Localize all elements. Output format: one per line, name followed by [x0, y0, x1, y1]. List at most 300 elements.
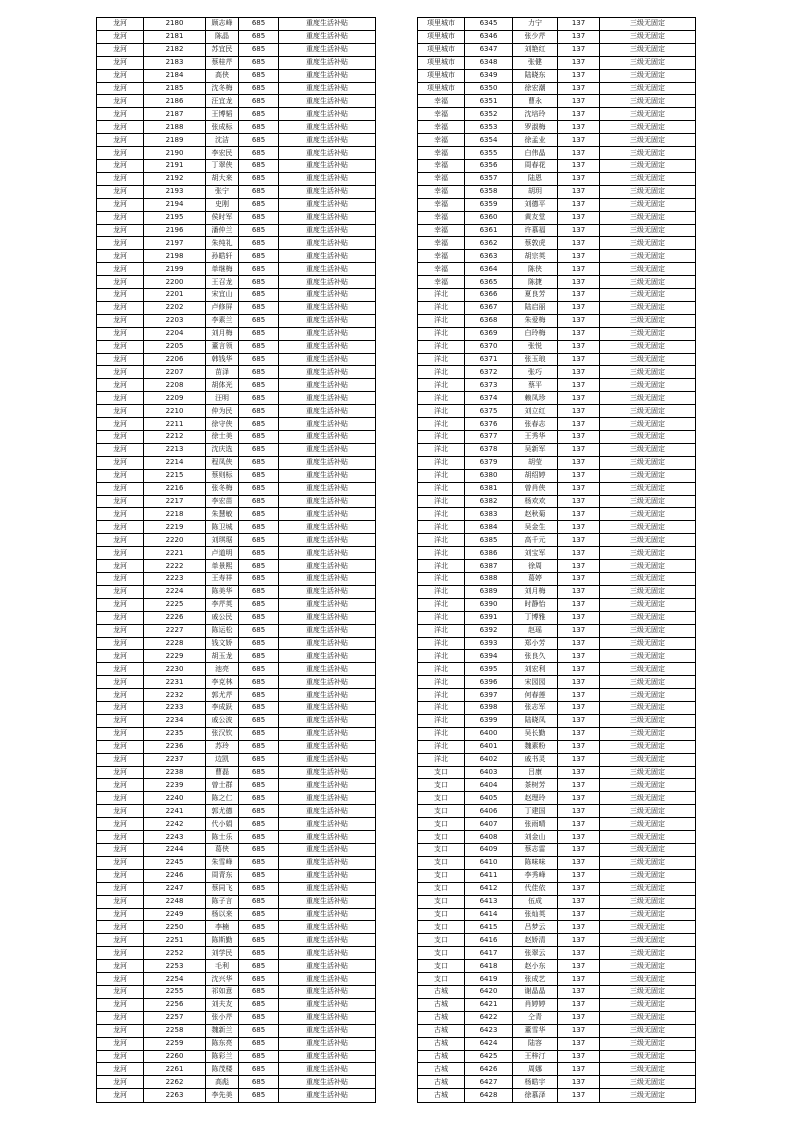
table-cell: 龙河	[97, 985, 144, 998]
table-cell: 重度生活补贴	[279, 1063, 376, 1076]
table-cell: 137	[558, 934, 600, 947]
table-row	[97, 637, 376, 650]
table-cell: 刘宝军	[513, 547, 558, 560]
table-cell: 137	[558, 431, 600, 444]
table-cell: 龙河	[97, 753, 144, 766]
table-cell: 徐慕泽	[513, 1089, 558, 1103]
table-row	[418, 1037, 696, 1050]
table-row	[97, 43, 376, 56]
table-row	[97, 856, 376, 869]
table-cell: 6398	[465, 702, 513, 715]
table-cell: 2254	[144, 973, 206, 986]
table-row	[97, 727, 376, 740]
table-cell: 重度生活补贴	[279, 844, 376, 857]
table-row	[97, 379, 376, 392]
table-cell: 三级无固定	[600, 624, 696, 637]
table-row	[97, 301, 376, 314]
table-cell: 龙河	[97, 469, 144, 482]
table-cell: 伍成	[513, 895, 558, 908]
table-row	[418, 30, 696, 43]
table-cell: 2243	[144, 831, 206, 844]
table-cell: 三级无固定	[600, 392, 696, 405]
table-cell: 2184	[144, 69, 206, 82]
table-cell: 三级无固定	[600, 663, 696, 676]
table-row	[418, 985, 696, 998]
table-cell: 三级无固定	[600, 534, 696, 547]
table-row	[418, 301, 696, 314]
table-cell: 2198	[144, 250, 206, 263]
table-cell: 张志军	[513, 702, 558, 715]
table-cell: 重度生活补贴	[279, 211, 376, 224]
table-cell: 6349	[465, 69, 513, 82]
table-cell: 137	[558, 869, 600, 882]
table-cell: 685	[239, 56, 279, 69]
table-cell: 重度生活补贴	[279, 82, 376, 95]
table-cell: 张成标	[206, 121, 239, 134]
table-cell: 龙河	[97, 882, 144, 895]
table-cell: 685	[239, 482, 279, 495]
table-cell: 洋北	[418, 663, 465, 676]
table-cell: 685	[239, 818, 279, 831]
table-row	[97, 714, 376, 727]
table-cell: 137	[558, 572, 600, 585]
table-cell: 三级无固定	[600, 1050, 696, 1063]
table-cell: 曾士群	[206, 779, 239, 792]
table-cell: 三级无固定	[600, 314, 696, 327]
table-cell: 重度生活补贴	[279, 30, 376, 43]
table-cell: 6388	[465, 572, 513, 585]
table-cell: 6356	[465, 159, 513, 172]
table-cell: 赵瑶	[513, 624, 558, 637]
table-row	[97, 392, 376, 405]
table-cell: 支口	[418, 882, 465, 895]
table-row	[97, 895, 376, 908]
table-cell: 三级无固定	[600, 185, 696, 198]
table-cell: 三级无固定	[600, 159, 696, 172]
table-cell: 洋北	[418, 598, 465, 611]
table-cell: 白伟晶	[513, 147, 558, 160]
table-cell: 6405	[465, 792, 513, 805]
table-cell: 龙河	[97, 224, 144, 237]
table-row	[418, 637, 696, 650]
table-cell: 2218	[144, 508, 206, 521]
table-cell: 2260	[144, 1050, 206, 1063]
table-cell: 137	[558, 121, 600, 134]
table-cell: 重度生活补贴	[279, 805, 376, 818]
table-cell: 龙河	[97, 572, 144, 585]
table-cell: 池亮	[206, 663, 239, 676]
table-row	[418, 1050, 696, 1063]
table-cell: 龙河	[97, 714, 144, 727]
table-cell: 137	[558, 482, 600, 495]
table-cell: 6372	[465, 366, 513, 379]
table-row	[418, 276, 696, 289]
table-cell: 卢道明	[206, 547, 239, 560]
table-cell: 重度生活补贴	[279, 753, 376, 766]
table-cell: 2215	[144, 469, 206, 482]
table-cell: 三级无固定	[600, 289, 696, 302]
table-cell: 137	[558, 379, 600, 392]
table-row	[418, 1089, 696, 1103]
table-cell: 重度生活补贴	[279, 702, 376, 715]
table-row	[418, 547, 696, 560]
table-cell: 徐士美	[206, 431, 239, 444]
table-cell: 三级无固定	[600, 585, 696, 598]
table-cell: 蔡敦虎	[513, 237, 558, 250]
table-row	[418, 314, 696, 327]
table-cell: 685	[239, 95, 279, 108]
table-cell: 毛利	[206, 960, 239, 973]
table-cell: 三级无固定	[600, 985, 696, 998]
table-row	[418, 198, 696, 211]
table-row	[418, 95, 696, 108]
table-cell: 685	[239, 869, 279, 882]
table-cell: 古城	[418, 1050, 465, 1063]
table-cell: 赵秋菊	[513, 508, 558, 521]
table-cell: 幸福	[418, 159, 465, 172]
table-cell: 龙河	[97, 327, 144, 340]
table-cell: 三级无固定	[600, 650, 696, 663]
table-row	[97, 521, 376, 534]
table-cell: 三级无固定	[600, 831, 696, 844]
table-cell: 张健	[513, 56, 558, 69]
table-cell: 李芹英	[206, 598, 239, 611]
table-row	[418, 211, 696, 224]
table-cell: 685	[239, 392, 279, 405]
table-cell: 重度生活补贴	[279, 301, 376, 314]
table-cell: 2233	[144, 702, 206, 715]
table-cell: 重度生活补贴	[279, 456, 376, 469]
table-cell: 葛侠	[206, 844, 239, 857]
table-cell: 137	[558, 895, 600, 908]
table-cell: 6397	[465, 689, 513, 702]
table-cell: 6423	[465, 1024, 513, 1037]
table-cell: 程凤侠	[206, 456, 239, 469]
table-row	[97, 676, 376, 689]
table-cell: 685	[239, 856, 279, 869]
table-cell: 685	[239, 250, 279, 263]
table-cell: 赵理玲	[513, 792, 558, 805]
table-cell: 2237	[144, 753, 206, 766]
table-cell: 重度生活补贴	[279, 921, 376, 934]
table-cell: 洋北	[418, 327, 465, 340]
table-cell: 三级无固定	[600, 495, 696, 508]
table-cell: 685	[239, 689, 279, 702]
table-cell: 6379	[465, 456, 513, 469]
table-cell: 葛婷	[513, 572, 558, 585]
table-cell: 137	[558, 159, 600, 172]
table-cell: 支口	[418, 818, 465, 831]
table-cell: 洋北	[418, 624, 465, 637]
table-cell: 6401	[465, 740, 513, 753]
table-cell: 2249	[144, 908, 206, 921]
table-cell: 三级无固定	[600, 482, 696, 495]
table-cell: 6414	[465, 908, 513, 921]
table-cell: 龙河	[97, 521, 144, 534]
table-cell: 137	[558, 1037, 600, 1050]
table-cell: 6385	[465, 534, 513, 547]
table-cell: 重度生活补贴	[279, 560, 376, 573]
table-cell: 洋北	[418, 560, 465, 573]
table-cell: 龙河	[97, 237, 144, 250]
table-cell: 幸福	[418, 121, 465, 134]
table-row	[418, 844, 696, 857]
table-cell: 龙河	[97, 740, 144, 753]
table-cell: 6363	[465, 250, 513, 263]
table-cell: 项里城市	[418, 82, 465, 95]
table-cell: 重度生活补贴	[279, 689, 376, 702]
table-cell: 三级无固定	[600, 469, 696, 482]
table-cell: 137	[558, 650, 600, 663]
table-cell: 685	[239, 973, 279, 986]
table-cell: 2199	[144, 263, 206, 276]
table-cell: 137	[558, 818, 600, 831]
table-cell: 2229	[144, 650, 206, 663]
table-row	[97, 1037, 376, 1050]
table-cell: 137	[558, 766, 600, 779]
table-cell: 685	[239, 353, 279, 366]
table-cell: 陈斯勤	[206, 934, 239, 947]
table-cell: 曾肖侠	[513, 482, 558, 495]
table-row	[418, 172, 696, 185]
table-cell: 高千元	[513, 534, 558, 547]
table-cell: 三级无固定	[600, 224, 696, 237]
table-cell: 龙河	[97, 1063, 144, 1076]
table-cell: 685	[239, 147, 279, 160]
table-cell: 6389	[465, 585, 513, 598]
table-cell: 三级无固定	[600, 82, 696, 95]
table-row	[418, 650, 696, 663]
table-cell: 重度生活补贴	[279, 237, 376, 250]
table-cell: 三级无固定	[600, 998, 696, 1011]
table-cell: 137	[558, 82, 600, 95]
table-cell: 685	[239, 650, 279, 663]
table-row	[418, 1063, 696, 1076]
table-cell: 6350	[465, 82, 513, 95]
table-cell: 重度生活补贴	[279, 663, 376, 676]
table-cell: 朱爱梅	[513, 314, 558, 327]
table-cell: 6381	[465, 482, 513, 495]
table-cell: 支口	[418, 856, 465, 869]
table-cell: 685	[239, 960, 279, 973]
table-cell: 张灿英	[513, 908, 558, 921]
table-cell: 支口	[418, 792, 465, 805]
table-cell: 重度生活补贴	[279, 947, 376, 960]
table-row	[97, 289, 376, 302]
table-cell: 2252	[144, 947, 206, 960]
table-cell: 2211	[144, 418, 206, 431]
table-cell: 137	[558, 30, 600, 43]
table-cell: 龙河	[97, 443, 144, 456]
table-cell: 三级无固定	[600, 418, 696, 431]
table-cell: 幸福	[418, 237, 465, 250]
table-cell: 137	[558, 1011, 600, 1024]
table-cell: 685	[239, 805, 279, 818]
table-cell: 2250	[144, 921, 206, 934]
table-cell: 137	[558, 495, 600, 508]
table-cell: 2216	[144, 482, 206, 495]
table-cell: 幸福	[418, 276, 465, 289]
table-cell: 龙河	[97, 134, 144, 147]
table-cell: 137	[558, 508, 600, 521]
table-cell: 重度生活补贴	[279, 172, 376, 185]
table-cell: 陈之仁	[206, 792, 239, 805]
table-cell: 三级无固定	[600, 405, 696, 418]
table-cell: 2201	[144, 289, 206, 302]
table-row	[418, 443, 696, 456]
table-cell: 三级无固定	[600, 366, 696, 379]
table-row	[97, 921, 376, 934]
table-cell: 6400	[465, 727, 513, 740]
table-cell: 重度生活补贴	[279, 263, 376, 276]
table-cell: 2222	[144, 560, 206, 573]
table-cell: 蔡同飞	[206, 882, 239, 895]
table-cell: 沈兴华	[206, 973, 239, 986]
table-cell: 2209	[144, 392, 206, 405]
table-cell: 龙河	[97, 585, 144, 598]
table-cell: 137	[558, 856, 600, 869]
table-row	[97, 766, 376, 779]
table-cell: 重度生活补贴	[279, 108, 376, 121]
table-cell: 陈美华	[206, 585, 239, 598]
table-cell: 137	[558, 998, 600, 1011]
table-row	[97, 1076, 376, 1089]
table-cell: 代佳依	[513, 882, 558, 895]
table-cell: 2203	[144, 314, 206, 327]
table-row	[418, 766, 696, 779]
table-cell: 137	[558, 547, 600, 560]
table-cell: 137	[558, 844, 600, 857]
table-cell: 2245	[144, 856, 206, 869]
table-cell: 2187	[144, 108, 206, 121]
table-cell: 685	[239, 998, 279, 1011]
table-cell: 陈捷	[513, 276, 558, 289]
table-cell: 137	[558, 960, 600, 973]
table-cell: 137	[558, 1089, 600, 1103]
table-row	[97, 624, 376, 637]
table-cell: 王博韬	[206, 108, 239, 121]
table-cell: 重度生活补贴	[279, 521, 376, 534]
table-row	[418, 856, 696, 869]
table-cell: 6364	[465, 263, 513, 276]
table-cell: 6382	[465, 495, 513, 508]
table-cell: 137	[558, 211, 600, 224]
table-cell: 2207	[144, 366, 206, 379]
table-cell: 685	[239, 69, 279, 82]
table-cell: 洋北	[418, 727, 465, 740]
table-cell: 王梓汀	[513, 1050, 558, 1063]
table-cell: 2256	[144, 998, 206, 1011]
table-cell: 龙河	[97, 947, 144, 960]
table-row	[418, 611, 696, 624]
table-row	[97, 805, 376, 818]
table-cell: 龙河	[97, 689, 144, 702]
table-cell: 重度生活补贴	[279, 69, 376, 82]
table-cell: 6375	[465, 405, 513, 418]
table-cell: 洋北	[418, 572, 465, 585]
table-cell: 685	[239, 727, 279, 740]
table-cell: 685	[239, 43, 279, 56]
table-row	[418, 469, 696, 482]
table-cell: 幸福	[418, 224, 465, 237]
table-cell: 张玉琅	[513, 353, 558, 366]
table-row	[418, 585, 696, 598]
table-row	[97, 960, 376, 973]
table-cell: 张汉钦	[206, 727, 239, 740]
table-cell: 重度生活补贴	[279, 650, 376, 663]
table-cell: 潘仲兰	[206, 224, 239, 237]
table-cell: 6418	[465, 960, 513, 973]
table-cell: 龙河	[97, 418, 144, 431]
table-cell: 137	[558, 69, 600, 82]
table-cell: 6417	[465, 947, 513, 960]
table-cell: 6386	[465, 547, 513, 560]
table-cell: 戚公民	[206, 611, 239, 624]
table-cell: 重度生活补贴	[279, 379, 376, 392]
table-cell: 陈味味	[513, 856, 558, 869]
table-cell: 蔡平	[513, 379, 558, 392]
table-row	[97, 831, 376, 844]
table-cell: 龙河	[97, 1076, 144, 1089]
table-cell: 685	[239, 547, 279, 560]
table-cell: 137	[558, 456, 600, 469]
table-cell: 三级无固定	[600, 327, 696, 340]
table-cell: 137	[558, 134, 600, 147]
table-cell: 137	[558, 172, 600, 185]
table-cell: 夏良芳	[513, 289, 558, 302]
table-row	[418, 431, 696, 444]
table-cell: 龙河	[97, 508, 144, 521]
table-cell: 137	[558, 598, 600, 611]
table-cell: 吕康	[513, 766, 558, 779]
table-cell: 龙河	[97, 121, 144, 134]
table-cell: 幸福	[418, 134, 465, 147]
table-row	[97, 134, 376, 147]
table-cell: 137	[558, 301, 600, 314]
table-row	[97, 95, 376, 108]
table-cell: 三级无固定	[600, 727, 696, 740]
table-cell: 蔡桂芹	[206, 56, 239, 69]
table-cell: 三级无固定	[600, 198, 696, 211]
table-row	[418, 508, 696, 521]
table-cell: 三级无固定	[600, 30, 696, 43]
table-cell: 2195	[144, 211, 206, 224]
table-cell: 龙河	[97, 353, 144, 366]
table-row	[418, 69, 696, 82]
table-cell: 2236	[144, 740, 206, 753]
table-cell: 685	[239, 637, 279, 650]
table-cell: 张少芹	[513, 30, 558, 43]
table-row	[97, 250, 376, 263]
table-cell: 2263	[144, 1089, 206, 1103]
table-cell: 137	[558, 250, 600, 263]
table-cell: 刘德平	[513, 198, 558, 211]
table-row	[97, 547, 376, 560]
table-cell: 6384	[465, 521, 513, 534]
table-cell: 龙河	[97, 379, 144, 392]
table-cell: 137	[558, 276, 600, 289]
table-cell: 三级无固定	[600, 560, 696, 573]
table-cell: 三级无固定	[600, 431, 696, 444]
table-row	[97, 998, 376, 1011]
table-cell: 刘月梅	[513, 585, 558, 598]
table-cell: 龙河	[97, 598, 144, 611]
table-cell: 幸福	[418, 250, 465, 263]
table-row	[418, 792, 696, 805]
table-row	[97, 159, 376, 172]
table-cell: 685	[239, 159, 279, 172]
table-row	[418, 727, 696, 740]
